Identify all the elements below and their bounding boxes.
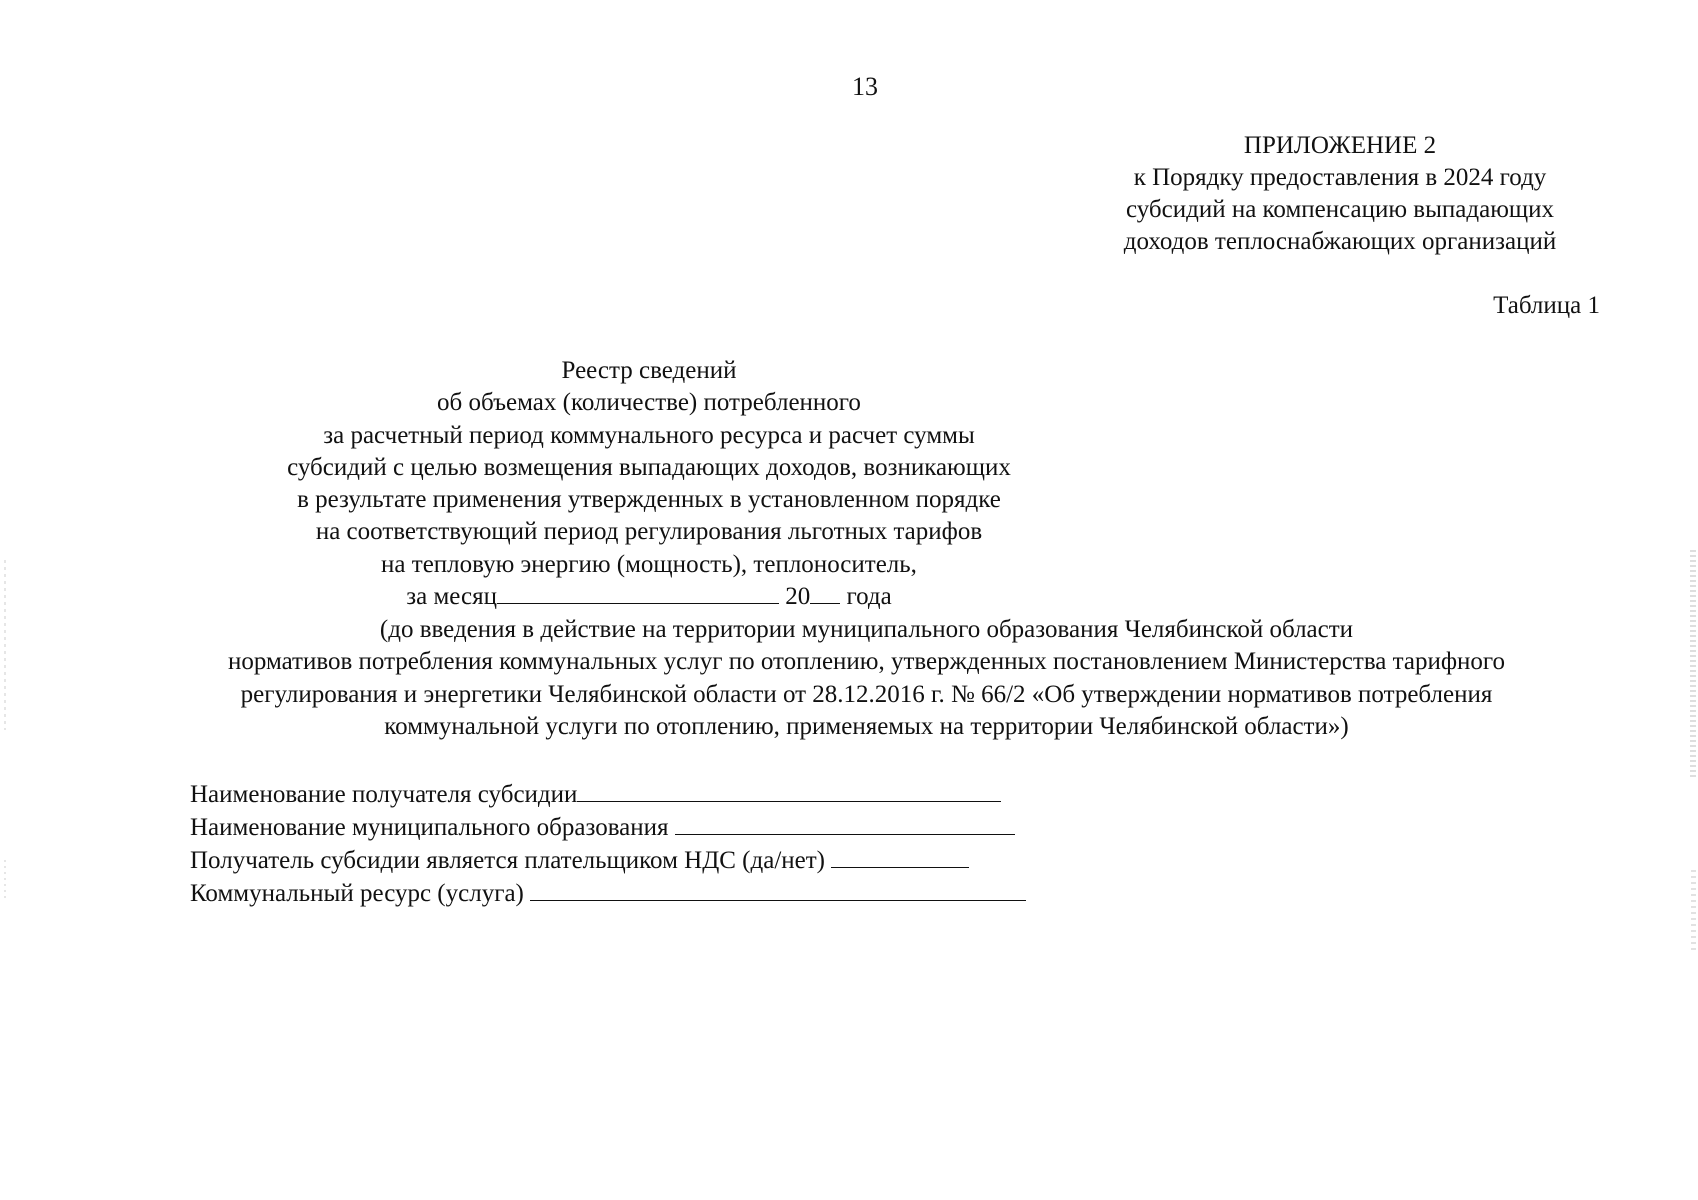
appendix-line: субсидий на компенсацию выпадающих <box>1125 196 1555 223</box>
note-block <box>0 614 1698 743</box>
year-blank-field[interactable] <box>810 581 840 604</box>
registry-title-line: субсидий с целью возмещения выпадающих доходов, возникающих <box>287 453 1011 481</box>
field-label: Наименование муниципального образования <box>190 814 675 841</box>
month-blank-field[interactable] <box>497 581 779 604</box>
field-municipality <box>190 811 1026 844</box>
registry-title-line: за расчетный период коммунального ресурса и расчет суммы <box>323 421 975 449</box>
vat-payer-blank[interactable] <box>831 845 969 868</box>
field-vat-payer <box>190 844 1026 877</box>
recipient-name-blank[interactable] <box>577 779 1001 802</box>
table-label: Таблица 1 <box>1493 292 1600 319</box>
registry-title-line: на тепловую энергию (мощность), теплоноситель, <box>381 550 917 578</box>
utility-resource-blank[interactable] <box>530 878 1026 901</box>
appendix-title: ПРИЛОЖЕНИЕ 2 <box>1243 132 1437 159</box>
period-year: 20 <box>785 583 811 611</box>
appendix-line: доходов теплоснабжающих организаций <box>1123 228 1557 255</box>
note-line: регулирования и энергетики Челябинской области от 28.12.2016 г. № 66/2 «Об утверждении нормативов потребления <box>240 680 1493 708</box>
period-suffix: года <box>846 583 892 611</box>
municipality-blank[interactable] <box>675 812 1015 835</box>
note-line: коммунальной услуги по отоплению, применяемых на территории Челябинской области») <box>384 712 1349 740</box>
field-utility-resource <box>190 877 1026 910</box>
appendix-line: к Порядку предоставления в 2024 году <box>1133 164 1547 191</box>
period-line <box>0 581 1298 613</box>
field-label: Коммунальный ресурс (услуга) <box>190 880 531 907</box>
registry-title-line: Реестр сведений <box>561 357 737 384</box>
scan-artifact-right-lower <box>1691 870 1696 950</box>
registry-title-line: в результате применения утвержденных в установленном порядке <box>297 486 1001 514</box>
scan-artifact-left-lower <box>4 860 6 900</box>
page-number: 13 <box>852 72 878 101</box>
field-recipient-name <box>190 778 1026 811</box>
registry-title-line: об объемах (количестве) потребленного <box>437 389 861 417</box>
field-label: Получатель субсидии является плательщиком НДС (да/нет) <box>190 847 832 874</box>
note-line: (до введения в действие на территории муниципального образования Челябинской области <box>379 616 1354 643</box>
note-line: нормативов потребления коммунальных услуг по отоплению, утвержденных постановлением Министерства тарифного <box>227 648 1506 676</box>
field-label: Наименование получателя субсидии <box>190 781 578 808</box>
period-prefix: за месяц <box>406 583 497 611</box>
appendix-block <box>1080 130 1600 258</box>
registry-title-line: на соответствующий период регулирования льготных тарифов <box>315 518 983 546</box>
form-fields <box>190 778 1026 910</box>
registry-title-block <box>0 355 1298 613</box>
